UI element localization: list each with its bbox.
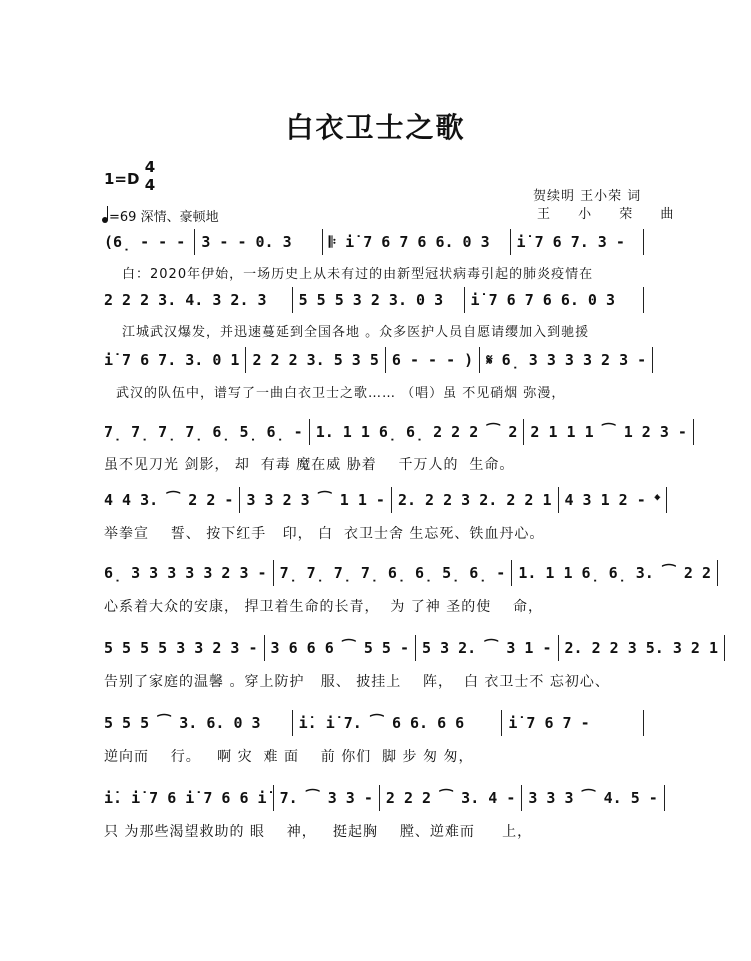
measure: 6̣ 3 3 3 3 3 2 3 -	[104, 560, 274, 586]
measure: 5 5 5 ⁀ 3. 6. 0 3	[104, 710, 293, 736]
measure: 3 - - 0. 3	[195, 229, 322, 255]
notation-row-7	[104, 635, 719, 661]
tempo-marking	[102, 206, 219, 225]
measure: 6 - - - )	[386, 347, 480, 373]
notation-row-4	[104, 419, 687, 445]
notation-row-8	[104, 710, 644, 736]
key-signature: 1=D	[104, 170, 140, 188]
composer: 王 小 荣 曲	[537, 207, 686, 222]
time-signature-top: 4	[144, 158, 156, 176]
song-title: 白衣卫士之歌	[285, 111, 466, 144]
tempo-text: =69 深情、豪顿地	[109, 210, 219, 225]
measure: 2 1 1 1 ⁀ 1 2 3 -	[524, 419, 694, 445]
measure: 2 2 2 3. 5 3 5	[246, 347, 385, 373]
time-signature	[143, 158, 157, 194]
lyric-line-2: 江城武汉爆发，并迅速蔓延到全国各地 。众多医护人员自愿请缨加入到驰援	[122, 325, 590, 340]
notation-row-9	[104, 785, 658, 811]
measure: 1. 1 1 6̣ 6̣ 2 2 2 ⁀ 2	[310, 419, 525, 445]
lyric-line-4: 虽不见刀光 剑影， 却 有毒 魔在威 胁着 千万人的 生命。	[104, 457, 515, 473]
lyric-line-1: 白：2020年伊始，一场历史上从未有过的由新型冠状病毒引起的肺炎疫情在	[122, 267, 594, 282]
lyric-line-7: 告别了家庭的温馨 。穿上防护 服、 披挂上 阵， 白 衣卫士不 忘初心、	[104, 674, 610, 690]
measure: 5 5 5 3 2 3. 0 3	[293, 287, 465, 313]
measure: i̇ 7 6 7 -	[502, 710, 644, 736]
measure: 4 3 1 2 - 𝄌	[559, 487, 667, 513]
measure: 3 6 6 6 ⁀ 5 5 -	[265, 635, 417, 661]
lyric-line-8: 逆向而 行。 啊 灾 难 面 前 你们 脚 步 匆 匆，	[104, 749, 474, 765]
measure: 5 5 5 5 3 3 2 3 -	[104, 635, 265, 661]
measure: 2 2 2 ⁀ 3. 4 -	[380, 785, 522, 811]
measure: 5 3 2. ⁀ 3 1 -	[416, 635, 558, 661]
notation-row-6	[104, 560, 712, 586]
notation-row-1	[104, 229, 644, 255]
measure: 4 4 3. ⁀ 2 2 -	[104, 487, 240, 513]
measure: 2. 2 2 3 5. 3 2 1	[559, 635, 726, 661]
lyricists: 贺续明 王小荣 词	[533, 189, 642, 204]
measure: 7. ⁀ 3 3 -	[274, 785, 380, 811]
measure: 7̣ 7̣ 7̣ 7̣ 6̣ 5̣ 6̣ -	[104, 419, 310, 445]
lyric-line-9: 只 为那些渴望救助的 眼 神， 挺起胸 膛、逆难而 上，	[104, 824, 533, 840]
measure: i̇. i̇ 7. ⁀ 6 6. 6 6	[293, 710, 503, 736]
measure: i̇ 7 6 7. 3 -	[511, 229, 644, 255]
measure: 3 3 2 3 ⁀ 1 1 -	[240, 487, 392, 513]
notation-row-2	[104, 287, 644, 313]
credits	[533, 188, 685, 224]
measure: 1. 1 1 6̣ 6̣ 3. ⁀ 2 2	[512, 560, 718, 586]
measure: i̇ 7 6 7. 3. 0 1	[104, 347, 246, 373]
measure: (6̣ - - -	[104, 229, 195, 255]
lyric-line-3: 武汉的队伍中，谱写了一曲白衣卫士之歌…… （唱）虽 不见硝烟 弥漫，	[116, 386, 566, 401]
notation-row-3	[104, 347, 647, 373]
measure: 3 3 3 ⁀ 4. 5 -	[522, 785, 664, 811]
measure: 2 2 2 3. 4. 3 2. 3	[104, 287, 293, 313]
notation-row-5	[104, 487, 660, 513]
time-signature-bottom: 4	[144, 176, 156, 194]
measure: i̇ 7 6 7 6 6. 0 3	[465, 287, 644, 313]
quarter-note-icon	[102, 217, 108, 223]
measure: 7̣ 7̣ 7̣ 7̣ 6̣ 6̣ 5̣ 6̣ -	[274, 560, 513, 586]
lyric-line-5: 举拳宣 誓、 按下红手 印， 白 衣卫士舍 生忘死、铁血丹心。	[104, 526, 545, 542]
measure: i̇. i̇ 7 6 i̇ 7 6 6 i̇	[104, 785, 274, 811]
measure: 𝄋 6̣ 3 3 3 3 2 3 -	[480, 347, 653, 373]
lyric-line-6: 心系着大众的安康， 捍卫着生命的长青， 为 了神 圣的使 命，	[104, 599, 544, 615]
measure: 𝄆 i̇ 7 6 7 6 6. 0 3	[323, 229, 511, 255]
measure: 2. 2 2 3 2. 2 2 1	[392, 487, 559, 513]
